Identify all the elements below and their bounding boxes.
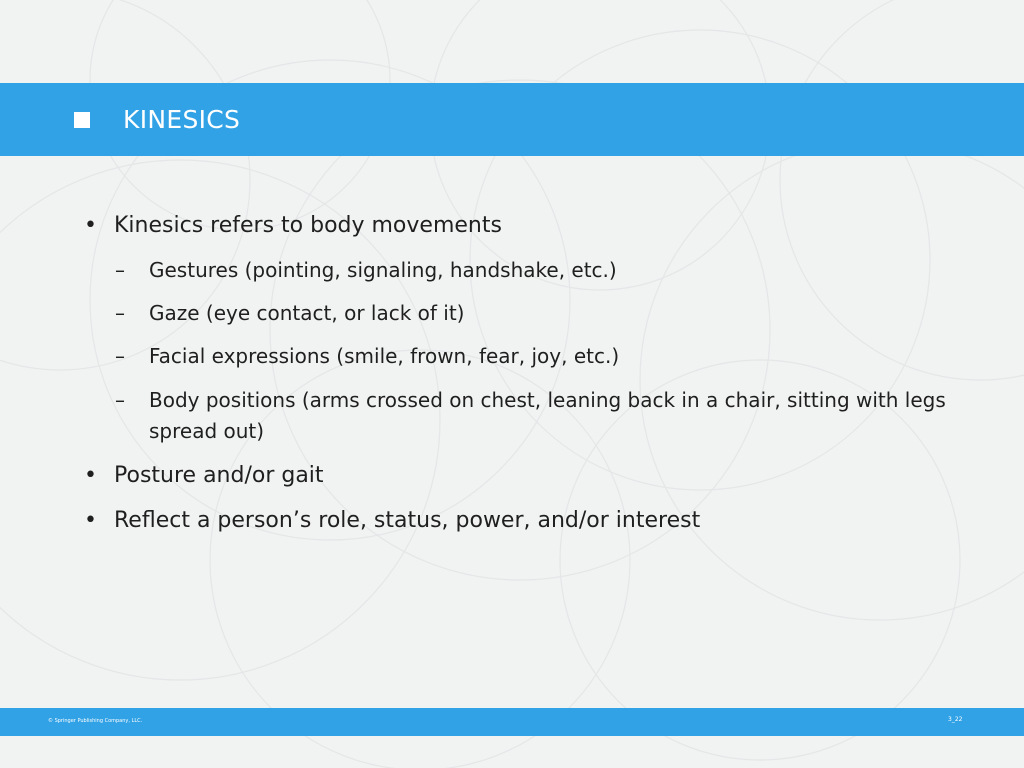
sub-bullet-dash: –	[115, 301, 125, 325]
title-square-icon	[74, 112, 90, 128]
bullet-dot: •	[84, 463, 97, 488]
sub-bullet-dash: –	[115, 258, 125, 282]
footer-copyright: © Springer Publishing Company, LLC.	[48, 718, 143, 724]
footer-bar	[0, 708, 1024, 736]
slide-number: 3_22	[948, 716, 963, 723]
bullet-text: Kinesics refers to body movements	[114, 213, 502, 238]
sub-bullet-text: Gestures (pointing, signaling, handshake, etc.)	[149, 258, 617, 282]
sub-bullet-text: Facial expressions (smile, frown, fear, joy, etc.)	[149, 344, 620, 368]
sub-bullet-dash: –	[115, 388, 125, 412]
bullet-text: Posture and/or gait	[114, 463, 324, 488]
slide-title: KINESICS	[123, 105, 241, 134]
sub-bullet-text: Body positions (arms crossed on chest, leaning back in a chair, sitting with legs spread out)	[149, 388, 946, 443]
sub-bullet-dash: –	[115, 344, 125, 368]
bullet-text: Reflect a person’s role, status, power, and/or interest	[114, 508, 701, 533]
sub-bullet-text: Gaze (eye contact, or lack of it)	[149, 301, 465, 325]
bullet-dot: •	[84, 508, 97, 533]
bullet-dot: •	[84, 213, 97, 238]
